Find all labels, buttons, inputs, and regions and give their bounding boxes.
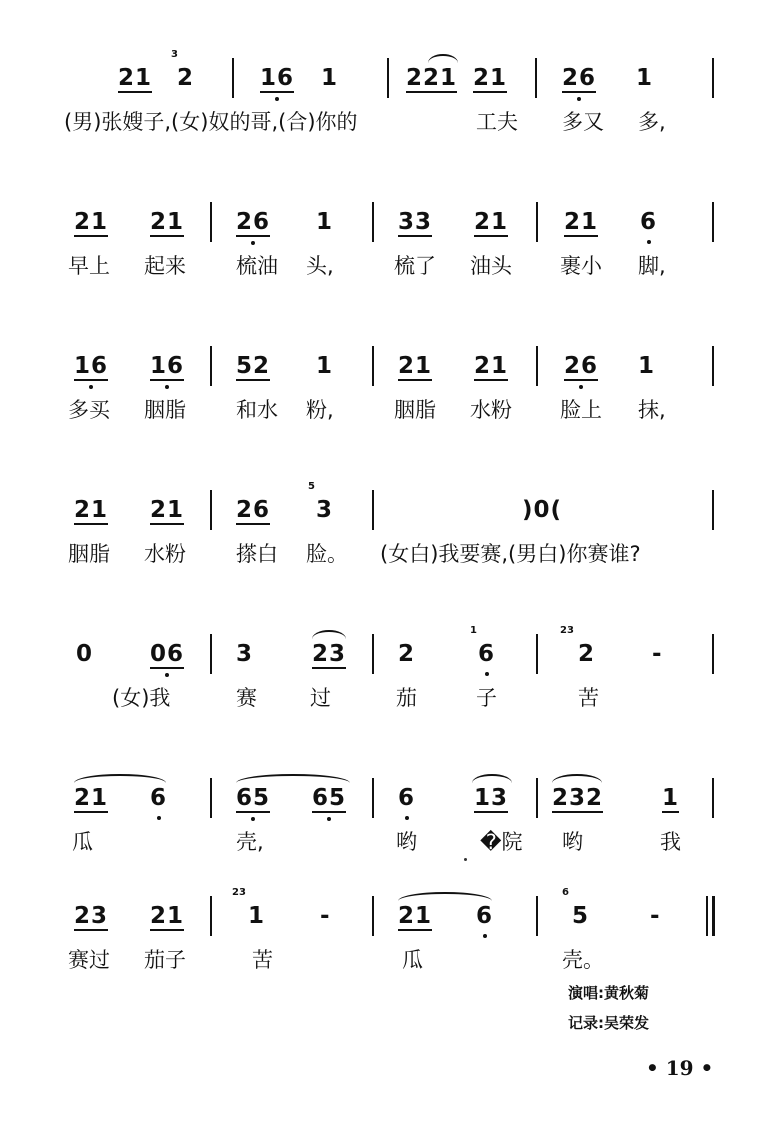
note: 26 bbox=[564, 354, 598, 381]
note: 3 bbox=[316, 497, 334, 523]
lyrics-row bbox=[0, 946, 782, 976]
notes-row bbox=[0, 625, 782, 688]
note: 6 bbox=[478, 642, 495, 666]
note: 1 bbox=[638, 353, 656, 379]
lyric: 过 bbox=[310, 686, 331, 710]
lyric: 哟 bbox=[396, 830, 417, 854]
barline bbox=[712, 202, 714, 242]
note: 1 bbox=[248, 903, 266, 929]
lyric: 苦 bbox=[578, 686, 599, 710]
lyric: 裹小 bbox=[560, 254, 602, 278]
note: 2 bbox=[177, 65, 195, 91]
lyric: 油头 bbox=[470, 254, 512, 278]
lyric: 工夫 bbox=[476, 110, 518, 134]
lyric: 起来 bbox=[144, 254, 186, 278]
note: 21 bbox=[150, 497, 185, 523]
note: 21 bbox=[564, 209, 599, 235]
lyrics-row bbox=[0, 828, 782, 858]
note: 21 bbox=[474, 209, 509, 235]
lyric: 水粉 bbox=[470, 398, 512, 422]
lyric: (女白)我要赛,(男白)你赛谁? bbox=[380, 542, 641, 566]
note: 5 bbox=[572, 903, 590, 929]
note: 16 bbox=[150, 354, 184, 381]
lyric: 多买 bbox=[68, 398, 110, 422]
lyric: �院 bbox=[480, 830, 523, 854]
lyric: 胭脂 bbox=[144, 398, 186, 422]
lyrics-row bbox=[0, 108, 782, 138]
notes-row bbox=[0, 481, 782, 544]
lyric: 赛过 bbox=[68, 948, 110, 972]
barline bbox=[210, 490, 212, 530]
barline bbox=[712, 490, 714, 530]
notes-row bbox=[0, 887, 782, 950]
note: 6 bbox=[150, 786, 167, 810]
note: 13 bbox=[474, 785, 509, 811]
note: 52 bbox=[236, 353, 271, 379]
barline bbox=[210, 202, 212, 242]
note: 21 bbox=[74, 785, 109, 811]
barline bbox=[712, 58, 714, 98]
lyric: 脸上 bbox=[560, 398, 602, 422]
barline bbox=[536, 202, 538, 242]
print-speck bbox=[464, 858, 467, 861]
lyric: 胭脂 bbox=[68, 542, 110, 566]
note: 21 bbox=[398, 903, 433, 929]
rest-marker: )0( bbox=[522, 497, 563, 523]
note: - bbox=[650, 903, 661, 929]
lyrics-row bbox=[0, 684, 782, 714]
notes-row bbox=[0, 196, 782, 256]
note: 26 bbox=[236, 210, 270, 237]
note: 23 bbox=[74, 903, 109, 929]
note: 21 bbox=[474, 353, 509, 379]
lyric: (男)张嫂子,(女)奴的哥,(合)你的 bbox=[64, 110, 358, 134]
barline bbox=[536, 634, 538, 674]
note: 21 bbox=[398, 353, 433, 379]
lyric: 茄 bbox=[396, 686, 417, 710]
final-barline-thick bbox=[712, 896, 715, 936]
lyrics-row bbox=[0, 252, 782, 282]
note: 23 bbox=[312, 641, 347, 667]
lyric: 我 bbox=[660, 830, 681, 854]
barline bbox=[536, 346, 538, 386]
barline bbox=[535, 58, 537, 98]
lyric: 苦 bbox=[252, 948, 273, 972]
barline bbox=[387, 58, 389, 98]
barline bbox=[210, 634, 212, 674]
barline bbox=[372, 896, 374, 936]
lyric: 脚, bbox=[638, 254, 666, 278]
note: 65 bbox=[236, 786, 270, 813]
note: 3 bbox=[236, 641, 254, 667]
lyric: 子 bbox=[476, 686, 497, 710]
note: 26 bbox=[236, 497, 271, 523]
lyric: 壳, bbox=[236, 830, 264, 854]
barline bbox=[210, 346, 212, 386]
notes-row bbox=[0, 772, 782, 832]
notes-row bbox=[0, 340, 782, 400]
note: 16 bbox=[260, 66, 294, 93]
lyric: 抹, bbox=[638, 398, 666, 422]
note: 1 bbox=[321, 65, 339, 91]
grace-note: 6 bbox=[562, 887, 569, 898]
lyric: 脸。 bbox=[306, 542, 348, 566]
note: 21 bbox=[473, 65, 508, 91]
lyric: 赛 bbox=[236, 686, 257, 710]
barline bbox=[536, 896, 538, 936]
lyric: 哟 bbox=[562, 830, 583, 854]
lyrics-row bbox=[0, 540, 782, 570]
note: 21 bbox=[74, 209, 109, 235]
note: 2 bbox=[398, 641, 416, 667]
note: 33 bbox=[398, 209, 433, 235]
note: 65 bbox=[312, 786, 346, 813]
note: 21 bbox=[74, 497, 109, 523]
note: 26 bbox=[562, 66, 596, 93]
note: 1 bbox=[316, 353, 334, 379]
lyric: 茄子 bbox=[144, 948, 186, 972]
lyric: 多, bbox=[638, 110, 666, 134]
barline bbox=[536, 778, 538, 818]
note: - bbox=[320, 903, 331, 929]
grace-note: 1 bbox=[470, 625, 477, 636]
grace-note: 5 bbox=[308, 481, 315, 492]
lyric: (女)我 bbox=[112, 686, 171, 710]
recorder-credit: 记录:吴荣发 bbox=[568, 1014, 649, 1032]
note: 21 bbox=[118, 65, 153, 91]
barline bbox=[712, 346, 714, 386]
grace-note: 3 bbox=[171, 49, 178, 60]
barline bbox=[232, 58, 234, 98]
note: 1 bbox=[662, 785, 680, 811]
lyric: 多又 bbox=[562, 110, 604, 134]
lyric: 头, bbox=[306, 254, 334, 278]
barline bbox=[712, 778, 714, 818]
final-barline bbox=[706, 896, 708, 936]
lyric: 粉, bbox=[306, 398, 334, 422]
lyric: 和水 bbox=[236, 398, 278, 422]
lyric: 胭脂 bbox=[394, 398, 436, 422]
lyrics-row bbox=[0, 396, 782, 426]
note: 21 bbox=[150, 903, 185, 929]
note: 6 bbox=[476, 904, 493, 928]
lyric: 搽白 bbox=[236, 542, 278, 566]
lyric: 早上 bbox=[68, 254, 110, 278]
note: 16 bbox=[74, 354, 108, 381]
barline bbox=[210, 896, 212, 936]
lyric: 瓜 bbox=[72, 830, 93, 854]
grace-note: 23 bbox=[232, 887, 246, 898]
lyric: 梳了 bbox=[394, 254, 436, 278]
note: 6 bbox=[640, 210, 657, 234]
barline bbox=[372, 490, 374, 530]
note: 221 bbox=[406, 65, 458, 91]
note: 2 bbox=[578, 641, 596, 667]
note: 6 bbox=[398, 786, 415, 810]
lyric: 瓜 bbox=[402, 948, 423, 972]
barline bbox=[712, 634, 714, 674]
note: - bbox=[652, 641, 663, 667]
lyric: 梳油 bbox=[236, 254, 278, 278]
note: 1 bbox=[636, 65, 654, 91]
barline bbox=[372, 202, 374, 242]
note: 21 bbox=[150, 209, 185, 235]
barline bbox=[372, 346, 374, 386]
lyric: 壳。 bbox=[562, 948, 604, 972]
note: 1 bbox=[316, 209, 334, 235]
barline bbox=[372, 634, 374, 674]
grace-note: 23 bbox=[560, 625, 574, 636]
notes-row bbox=[0, 49, 782, 112]
note: 232 bbox=[552, 785, 604, 811]
barline bbox=[372, 778, 374, 818]
note: 0 bbox=[76, 641, 94, 667]
barline bbox=[210, 778, 212, 818]
lyric: 水粉 bbox=[144, 542, 186, 566]
singer-credit: 演唱:黄秋菊 bbox=[568, 984, 649, 1002]
page-number: • 19 • bbox=[646, 1056, 714, 1080]
note: 06 bbox=[150, 642, 184, 669]
